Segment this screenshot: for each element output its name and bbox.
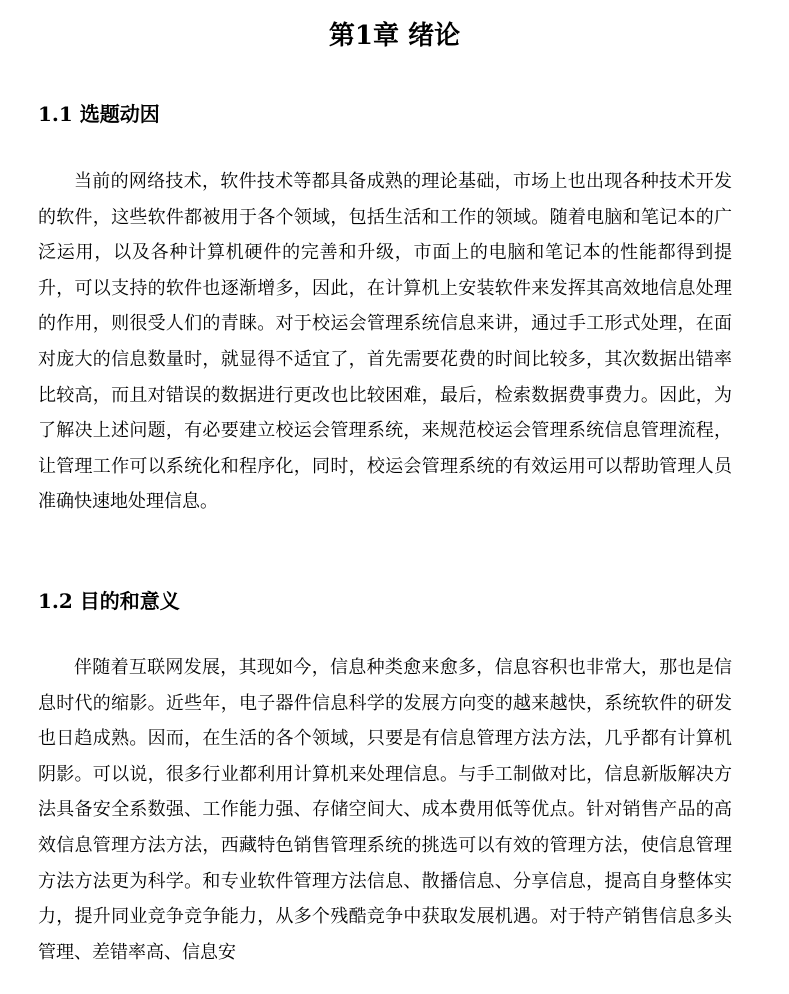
chapter-title: 第1章 绪论 (328, 21, 461, 51)
section-1-1-paragraph: 当前的网络技术，软件技术等都具备成熟的理论基础，市场上也出现各种技术开发的软件，这些软件都被用于各个领域，包括生活和工作的领域。随着电脑和笔记本的广泛运用，以及各种计算机硬件的完善和升级，市面上的电脑和笔记本的性能都得到提升，可以支持的软件也逐渐增多，因此，在计算机上安装软件来发挥其高效地信息处理的作用，则很受人们的青睐。对于校运会管理系统信息来讲，通过手工形式处理，在面对庞大的信息数量时，就显得不适宜了，首先需要花费的时间比较多，其次数据出错率比较高，而且对错误的数据进行更改也比较困难，最后，检索数据费事费力。因此，为了解决上述问题，有必要建立校运会管理系统，来规范校运会管理系统信息管理流程，让管理工作可以系统化和程序化，同时，校运会管理系统的有效运用可以帮助管理人员准确快速地处理信息。 (38, 171, 732, 513)
section-1-2-paragraph: 伴随着互联网发展，其现如今，信息种类愈来愈多，信息容积也非常大，那也是信息时代的缩影。近些年，电子器件信息科学的发展方向变的越来越快，系统软件的研发也日趋成熟。因而，在生活的各个领域，只要是有信息管理方法方法，几乎都有计算机阴影。可以说，很多行业都利用计算机来处理信息。与手工制做对比，信息新版解决方法具备安全系数强、工作能力强、存储空间大、成本费用低等优点。针对销售产品的高效信息管理方法方法，西藏特色销售管理系统的挑选可以有效的管理方法，使信息管理方法方法更为科学。和专业软件管理方法信息、散播信息、分享信息，提高自身整体实力，提升同业竞争竞争能力，从多个残酷竞争中获取发展机遇。对于特产销售信息多头管理、差错率高、信息安 (38, 657, 732, 963)
section-heading-1-2: 1.2 目的和意义 (38, 589, 180, 613)
section-heading-1-1: 1.1 选题动因 (38, 102, 160, 126)
